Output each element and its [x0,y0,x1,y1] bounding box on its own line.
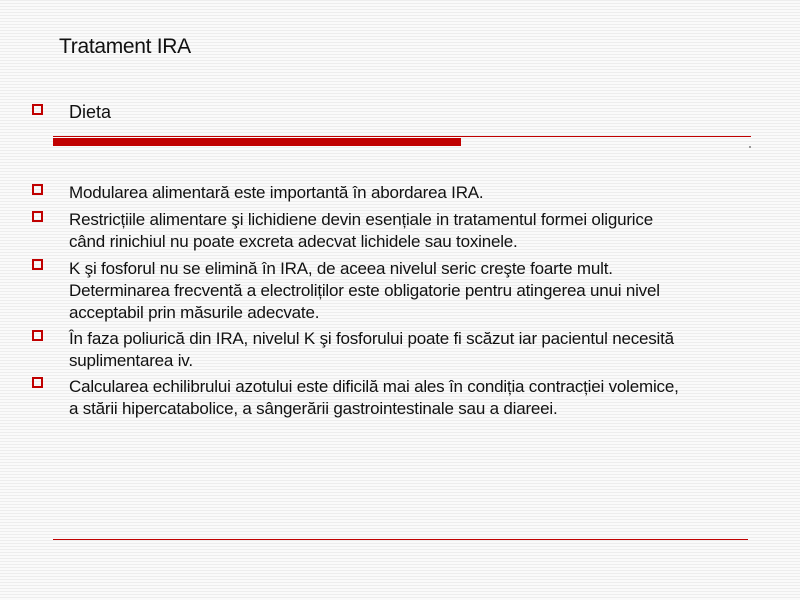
accent-bar [53,138,461,146]
list-item [69,258,769,324]
list-item-line: Restricțiile alimentare şi lichidiene devin esențiale in tratamentul formei oligurice [69,210,653,229]
divider-dot [749,146,751,148]
list-item-line: acceptabil prin măsurile adecvate. [69,303,320,322]
list-item [69,182,769,204]
list-item-line: Modularea alimentară este importantă în abordarea IRA. [69,183,484,202]
footer-divider-line [53,539,748,540]
list-item-line: În faza poliurică din IRA, nivelul K şi fosforului poate fi scăzut iar pacientul necesită [69,329,674,348]
hollow-square-bullet-icon [32,377,43,388]
hollow-square-bullet-icon [32,211,43,222]
list-item [69,328,769,372]
list-item-line: K şi fosforul nu se elimină în IRA, de aceea nivelul seric creşte foarte mult. [69,259,613,278]
list-item-line: Calcularea echilibrului azotului este dificilă mai ales în condiția contracției volemice, [69,377,679,396]
hollow-square-bullet-icon [32,330,43,341]
list-item-line: suplimentarea iv. [69,351,193,370]
list-item-line: Determinarea frecventă a electroliților este obligatorie pentru atingerea unui nivel [69,281,660,300]
divider-line [53,136,751,137]
list-item [69,376,769,420]
slide-title: Tratament IRA [59,35,191,58]
list-item-line: când rinichiul nu poate excreta adecvat lichidele sau toxinele. [69,232,518,251]
list-item-line: a stării hipercatabolice, a sângerării gastrointestinale sau a diareei. [69,399,558,418]
list-item [69,209,769,253]
hollow-square-bullet-icon [32,259,43,270]
hollow-square-bullet-icon [32,184,43,195]
section-heading: Dieta [69,102,112,122]
hollow-square-bullet-icon [32,104,43,115]
